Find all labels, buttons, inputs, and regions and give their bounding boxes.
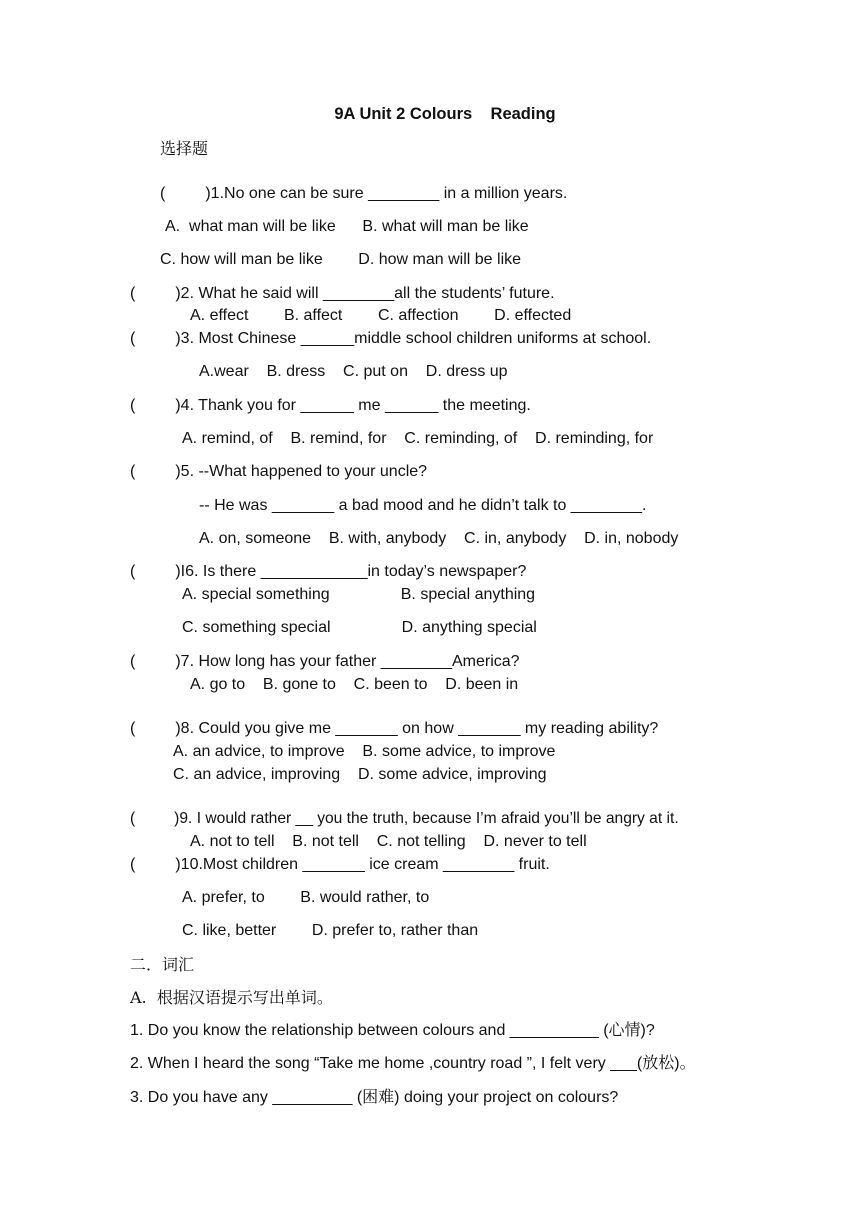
section-heading-vocabulary: 二．词汇 (130, 955, 195, 974)
question-1: ( )1.No one can be sure ________ in a million years. (160, 185, 568, 202)
question-10: ( )10.Most children _______ ice cream ________ fruit. (130, 856, 550, 873)
question-1-options-ab: A. what man will be like B. what will man be like (165, 218, 529, 235)
question-8: ( )8. Could you give me _______ on how _______ my reading ability? (130, 720, 659, 737)
section-heading-multiple-choice: 选择题 (160, 139, 209, 158)
question-7-options: A. go to B. gone to C. been to D. been in (190, 676, 519, 693)
question-4-options: A. remind, of B. remind, for C. reminding, of D. reminding, for (182, 430, 654, 447)
question-5-options: A. on, someone B. with, anybody C. in, anybody D. in, nobody (199, 530, 679, 547)
page-title: 9A Unit 2 Colours Reading (334, 105, 556, 123)
question-3-options: A.wear B. dress C. put on D. dress up (199, 363, 508, 380)
question-4: ( )4. Thank you for ______ me ______ the meeting. (130, 397, 531, 414)
vocabulary-item-2: 2. When I heard the song “Take me home ,country road ”, I felt very ___(放松)。 (130, 1055, 696, 1072)
question-9-options: A. not to tell B. not tell C. not telling D. never to tell (190, 833, 587, 850)
question-6-options-ab: A. special something B. special anything (182, 586, 536, 603)
question-5-line-2: -- He was _______ a bad mood and he didn’t talk to ________. (199, 497, 647, 514)
question-8-options-cd: C. an advice, improving D. some advice, improving (173, 766, 547, 783)
vocabulary-item-1: 1. Do you know the relationship between colours and __________ (心情)? (130, 1022, 655, 1039)
question-9: ( )9. I would rather __ you the truth, because I’m afraid you’ll be angry at it. (130, 810, 679, 827)
question-7: ( )7. How long has your father ________America? (130, 653, 520, 670)
question-8-options-ab: A. an advice, to improve B. some advice, to improve (173, 743, 556, 760)
question-6: ( )I6. Is there ____________in today’s newspaper? (130, 563, 527, 580)
question-2-options: A. effect B. affect C. affection D. effected (190, 307, 572, 324)
question-1-options-cd: C. how will man be like D. how man will be like (160, 251, 522, 268)
question-5: ( )5. --What happened to your uncle? (130, 463, 428, 480)
vocabulary-item-3: 3. Do you have any _________ (困难) doing your project on colours? (130, 1089, 619, 1106)
vocabulary-part-a-instruction: A. 根据汉语提示写出单词。 (130, 988, 333, 1007)
question-10-options-cd: C. like, better D. prefer to, rather than (182, 922, 479, 939)
question-2: ( )2. What he said will ________all the students’ future. (130, 285, 555, 302)
question-3: ( )3. Most Chinese ______middle school children uniforms at school. (130, 330, 652, 347)
question-10-options-ab: A. prefer, to B. would rather, to (182, 889, 430, 906)
question-6-options-cd: C. something special D. anything special (182, 619, 537, 636)
